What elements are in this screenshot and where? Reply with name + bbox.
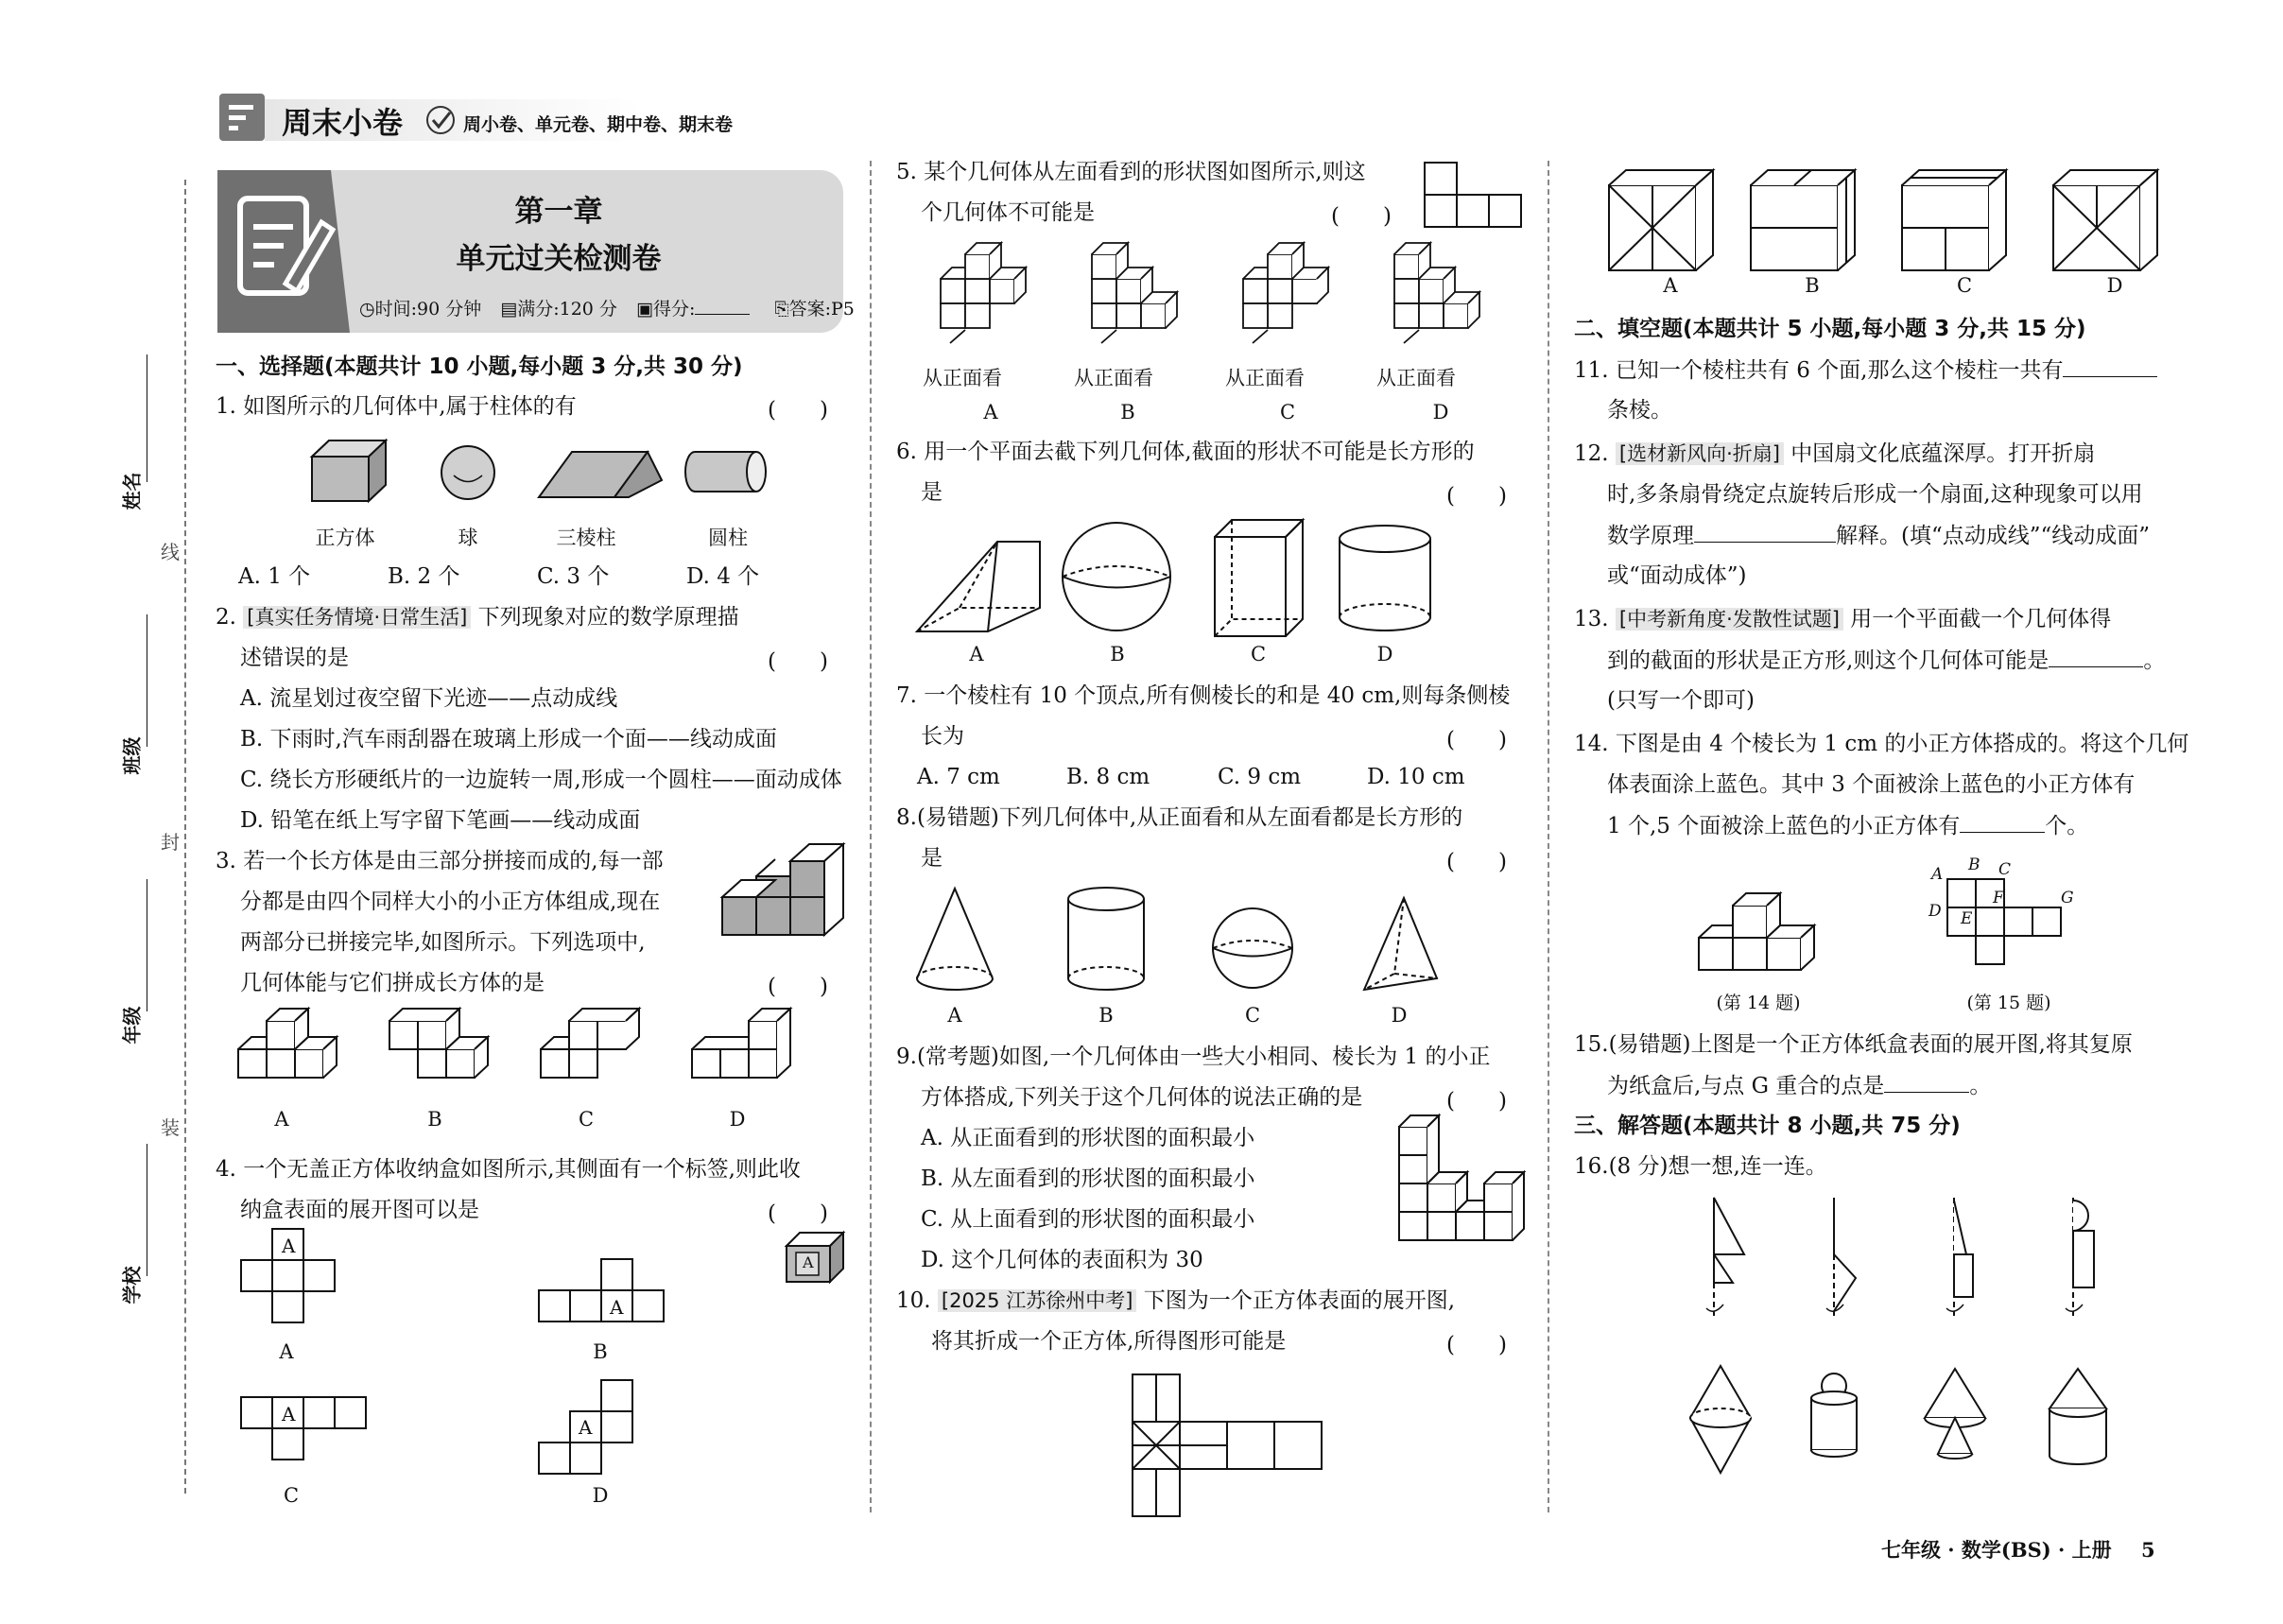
q14-line3: [1607, 811, 2088, 840]
q10-label-c: C: [1956, 274, 1973, 297]
sphere-shape: [441, 446, 494, 499]
q5-option-figures: [931, 241, 1536, 354]
q16-plane-shapes: [1697, 1193, 2264, 1325]
q13-answer-blank[interactable]: [2049, 646, 2143, 667]
q7-option-c[interactable]: C. 9 cm: [1218, 765, 1302, 789]
q3-label-b: B: [427, 1108, 442, 1131]
q4-net-b: [539, 1259, 671, 1354]
brand-logo-icon: [216, 90, 272, 147]
q1-option-d[interactable]: D. 4 个: [686, 564, 760, 589]
q1-option-c[interactable]: C. 3 个: [537, 564, 610, 589]
q5-view-a: 从正面看: [923, 367, 1002, 389]
q3-label-a: A: [274, 1108, 289, 1131]
q6-line2: 是: [921, 480, 943, 505]
q2-line1: [216, 603, 739, 631]
q15-point-a: A: [1931, 865, 1944, 884]
q1-option-b[interactable]: B. 2 个: [388, 564, 460, 589]
q3-line3: 两部分已拼接完毕,如图所示。下列选项中,: [240, 930, 646, 955]
q4-label-a: A: [279, 1340, 294, 1363]
q9-option-a[interactable]: A. 从正面看到的形状图的面积最小: [921, 1126, 1255, 1150]
q3-line2: 分都是由四个同样大小的小正方体组成,现在: [240, 890, 661, 914]
q5-view-d: 从正面看: [1376, 367, 1456, 389]
q12-text3a: 数学原理: [1607, 524, 1694, 548]
triangular-prism-shape: [539, 452, 662, 497]
q4-answer-paren[interactable]: ( ): [768, 1201, 828, 1226]
q3-line4: 几何体能与它们拼成长方体的是: [240, 971, 545, 995]
q11-line1: [1574, 355, 2157, 385]
q15-point-f: F: [1993, 889, 2004, 907]
q10-label-a: A: [1663, 274, 1678, 297]
q1-label-cube: 正方体: [315, 527, 375, 549]
footer-text: 七年级 · 数学(BS) · 上册: [1881, 1538, 2112, 1562]
section-3-title: 三、解答题(本题共计 8 小题,共 75 分): [1574, 1114, 1961, 1138]
q2-answer-paren[interactable]: ( ): [768, 649, 828, 674]
q12-text2: 时,多条扇骨绕定点旋转后形成一个扇面,这种现象可以用: [1607, 482, 2143, 507]
q5-label-b: B: [1120, 401, 1135, 423]
section-1-title: 一、选择题(本题共计 10 小题,每小题 3 分,共 30 分): [216, 354, 743, 379]
q4-label-d: D: [592, 1484, 609, 1507]
q3-line1: 3. 若一个长方体是由三部分拼接而成的,每一部: [216, 849, 664, 873]
q2-option-a[interactable]: A. 流星划过夜空留下光迹——点动成线: [240, 686, 618, 711]
q10-number: 10.: [896, 1288, 931, 1313]
calendar-icon: ▤: [500, 299, 518, 320]
q5-left-view-figure: [1423, 161, 1527, 232]
answer-icon: ⎘: [774, 299, 789, 320]
binding-line-char: 线: [161, 541, 180, 563]
q4-net-b-mark: A: [610, 1296, 624, 1319]
binding-bind-char: 装: [161, 1116, 180, 1139]
q4-box-figure: [785, 1229, 851, 1286]
q4-box-label: A: [803, 1253, 814, 1271]
q10-tag: [2025 江苏徐州中考]: [938, 1289, 1137, 1312]
q2-text1: 下列现象对应的数学原理描: [477, 605, 739, 630]
q4-label-c: C: [283, 1484, 300, 1507]
q9-option-c[interactable]: C. 从上面看到的形状图的面积最小: [921, 1207, 1255, 1232]
q6-answer-paren[interactable]: ( ): [1446, 484, 1507, 509]
q8-label-d: D: [1391, 1004, 1408, 1027]
cylinder-shape: [685, 452, 766, 492]
q5-answer-paren[interactable]: ( ): [1331, 204, 1392, 229]
q4-net-c: [241, 1397, 373, 1492]
q3-option-figures: [236, 1007, 841, 1092]
q15-point-b: B: [1968, 855, 1980, 874]
q8-answer-paren[interactable]: ( ): [1446, 850, 1507, 874]
q14-answer-blank[interactable]: [1960, 811, 2045, 833]
q1-answer-paren[interactable]: ( ): [768, 398, 828, 423]
binding-grade-label: 年级: [120, 1006, 144, 1045]
q16-text: 16.(8 分)想一想,连一连。: [1574, 1154, 1827, 1179]
brand-title: 周末小卷: [282, 105, 404, 141]
q5-line1: 5. 某个几何体从左面看到的形状图如图所示,则这: [896, 160, 1366, 184]
q9-answer-paren[interactable]: ( ): [1446, 1089, 1507, 1114]
q7-answer-paren[interactable]: ( ): [1446, 728, 1507, 752]
q10-answer-paren[interactable]: ( ): [1446, 1333, 1507, 1357]
q7-option-a[interactable]: A. 7 cm: [917, 765, 1000, 789]
q5-line2: 个几何体不可能是: [921, 200, 1095, 225]
q13-line2: [1607, 646, 2165, 675]
q13-number: 13.: [1574, 607, 1609, 631]
q11-answer-blank[interactable]: [2063, 355, 2157, 377]
q3-main-figure: [720, 848, 853, 942]
q6-label-c: C: [1250, 643, 1267, 665]
q12-text1: 中国扇文化底蕴深厚。打开折扇: [1790, 441, 2096, 466]
q15-line2: [1607, 1071, 1991, 1100]
q13-text2a: 到的截面的形状是正方形,则这个几何体可能是: [1607, 648, 2050, 673]
q2-number: 2.: [216, 605, 236, 630]
q6-label-b: B: [1110, 643, 1125, 665]
q2-option-d[interactable]: D. 铅笔在纸上写字留下笔画——线动成面: [240, 808, 641, 833]
q8-line2: 是: [921, 846, 943, 871]
q1-label-cylinder: 圆柱: [708, 527, 748, 549]
exam-full-score: 满分:120 分: [517, 299, 617, 320]
q15-caption: (第 15 题): [1966, 993, 2051, 1013]
q7-line2: 长为: [921, 724, 964, 749]
binding-name-label: 姓名: [120, 472, 144, 510]
q12-number: 12.: [1574, 441, 1609, 466]
q15-point-e: E: [1961, 909, 1973, 928]
q3-label-c: C: [578, 1108, 595, 1131]
score-icon: ▣: [635, 299, 653, 320]
q2-tag: [真实任务情境·日常生活]: [243, 606, 471, 629]
q7-line1: 7. 一个棱柱有 10 个顶点,所有侧棱长的和是 40 cm,则每条侧棱: [896, 683, 1511, 708]
q11-text1: 11. 已知一个棱柱共有 6 个面,那么这个棱柱一共有: [1574, 358, 2064, 383]
q14-text3a: 1 个,5 个面被涂上蓝色的小正方体有: [1607, 814, 1961, 838]
q13-text1: 用一个平面截一个几何体得: [1850, 607, 2112, 631]
page-number: 5: [2140, 1538, 2155, 1562]
q1-label-prism: 三棱柱: [556, 527, 616, 549]
q12-line3: [1607, 521, 2150, 550]
footer-info: [1881, 1535, 2155, 1564]
q15-point-d: D: [1928, 902, 1942, 921]
q1-figures: [303, 433, 870, 509]
q10-text1: 下图为一个正方体表面的展开图,: [1143, 1288, 1456, 1313]
answer-page: 答案:P5: [788, 299, 855, 320]
q15-text2b: 。: [1969, 1074, 1992, 1098]
binding-seal-char: 封: [161, 831, 180, 854]
q15-answer-blank[interactable]: [1884, 1071, 1969, 1093]
q1-option-a[interactable]: A. 1 个: [238, 564, 311, 589]
q12-text3b: 解释。(填“点动成线”“线动成面”: [1836, 524, 2151, 548]
q7-option-b[interactable]: B. 8 cm: [1066, 765, 1150, 789]
q1-label-sphere: 球: [458, 527, 478, 549]
q2-text2: 述错误的是: [240, 646, 349, 670]
q14-text1: 14. 下图是由 4 个棱长为 1 cm 的小正方体搭成的。将这个几何: [1574, 732, 2189, 756]
q13-text3: (只写一个即可): [1607, 688, 1755, 713]
q14-text3b: 个。: [2045, 814, 2089, 838]
q14-text2: 体表面涂上蓝色。其中 3 个面被涂上蓝色的小正方体有: [1607, 772, 2136, 797]
q9-line1: 9.(常考题)如图,一个几何体由一些大小相同、棱长为 1 的小正: [896, 1045, 1491, 1069]
q15-text1: 15.(易错题)上图是一个正方体纸盒表面的展开图,将其复原: [1574, 1032, 2133, 1057]
q12-text4: 或“面动成体”): [1607, 563, 1747, 588]
q4-label-b: B: [593, 1340, 608, 1363]
q5-view-c: 从正面看: [1225, 367, 1305, 389]
q10-label-b: B: [1805, 274, 1820, 297]
q11-text2: 条棱。: [1607, 398, 1672, 423]
q6-label-a: A: [969, 643, 984, 665]
q1-text: 1. 如图所示的几何体中,属于柱体的有: [216, 394, 577, 419]
q15-text2a: 为纸盒后,与点 G 重合的点是: [1607, 1074, 1885, 1098]
q3-answer-paren[interactable]: ( ): [768, 975, 828, 999]
q13-line1: [1574, 605, 2111, 633]
q4-net-d-mark: A: [579, 1416, 593, 1439]
q14-figure: [1697, 890, 1820, 976]
q15-point-c: C: [1998, 860, 2012, 879]
q13-tag: [中考新角度·发散性试题]: [1616, 608, 1843, 631]
exam-time: 时间:90 分钟: [374, 299, 482, 320]
q14-caption: (第 14 题): [1716, 993, 1801, 1013]
section-2-title: 二、填空题(本题共计 5 小题,每小题 3 分,共 15 分): [1574, 317, 2086, 341]
q12-line1: [1574, 440, 2095, 468]
q2-option-c[interactable]: C. 绕长方形硬纸片的一边旋转一周,形成一个圆柱——面动成体: [240, 768, 842, 792]
q6-line1: 6. 用一个平面去截下列几何体,截面的形状不可能是长方形的: [896, 440, 1475, 464]
check-icon: [425, 105, 458, 137]
q4-net-a-mark: A: [282, 1235, 296, 1257]
q13-text2b: 。: [2143, 648, 2166, 673]
chapter-title: 单元过关检测卷: [456, 242, 662, 276]
q5-label-c: C: [1279, 401, 1296, 423]
q9-option-d[interactable]: D. 这个几何体的表面积为 30: [921, 1248, 1203, 1272]
q15-point-g: G: [2061, 889, 2074, 907]
q5-view-b: 从正面看: [1074, 367, 1153, 389]
q3-label-d: D: [729, 1108, 746, 1131]
chapter-banner: [217, 170, 855, 333]
q2-option-b[interactable]: B. 下雨时,汽车雨刮器在玻璃上形成一个面——线动成面: [240, 727, 777, 752]
q10-text2: 将其折成一个正方体,所得图形可能是: [931, 1329, 1287, 1354]
q15-net-figure: [1938, 870, 2080, 974]
cube-shape: [312, 441, 386, 501]
header-subtitle: 周小卷、单元卷、期中卷、期末卷: [463, 114, 734, 135]
q4-line2: 纳盒表面的展开图可以是: [240, 1198, 479, 1222]
q5-label-a: A: [983, 401, 998, 423]
q12-tag: [选材新风向·折扇]: [1616, 442, 1784, 465]
q9-line2: 方体搭成,下列关于这个几何体的说法正确的是: [921, 1085, 1363, 1110]
q8-figures: [912, 884, 1555, 997]
q8-label-b: B: [1098, 1004, 1114, 1027]
q8-label-a: A: [947, 1004, 962, 1027]
q10-line1: [896, 1287, 1455, 1315]
clock-icon: ◷: [359, 299, 375, 320]
q4-net-c-mark: A: [282, 1403, 296, 1425]
q10-option-figures: [1607, 168, 2174, 282]
q12-answer-blank[interactable]: [1694, 521, 1836, 543]
binding-school-label: 学校: [120, 1266, 144, 1304]
q8-line1: 8.(易错题)下列几何体中,从正面看和从左面看都是长方形的: [896, 805, 1463, 830]
exam-score-label: 得分:: [652, 299, 696, 320]
q6-figures: [912, 518, 1555, 641]
q5-label-d: D: [1432, 401, 1449, 423]
q10-label-d: D: [2106, 274, 2123, 297]
q16-solid-shapes: [1683, 1361, 2250, 1494]
q6-label-d: D: [1376, 643, 1393, 665]
q9-figure: [1397, 1125, 1530, 1257]
binding-class-label: 班级: [120, 736, 144, 775]
header: [216, 90, 754, 147]
q8-label-c: C: [1244, 1004, 1261, 1027]
q7-option-d[interactable]: D. 10 cm: [1367, 765, 1465, 789]
chapter-number: 第一章: [514, 195, 603, 229]
q4-line1: 4. 一个无盖正方体收纳盒如图所示,其侧面有一个标签,则此收: [216, 1157, 801, 1182]
q9-option-b[interactable]: B. 从左面看到的形状图的面积最小: [921, 1166, 1255, 1191]
q10-net-figure: [1131, 1373, 1339, 1524]
